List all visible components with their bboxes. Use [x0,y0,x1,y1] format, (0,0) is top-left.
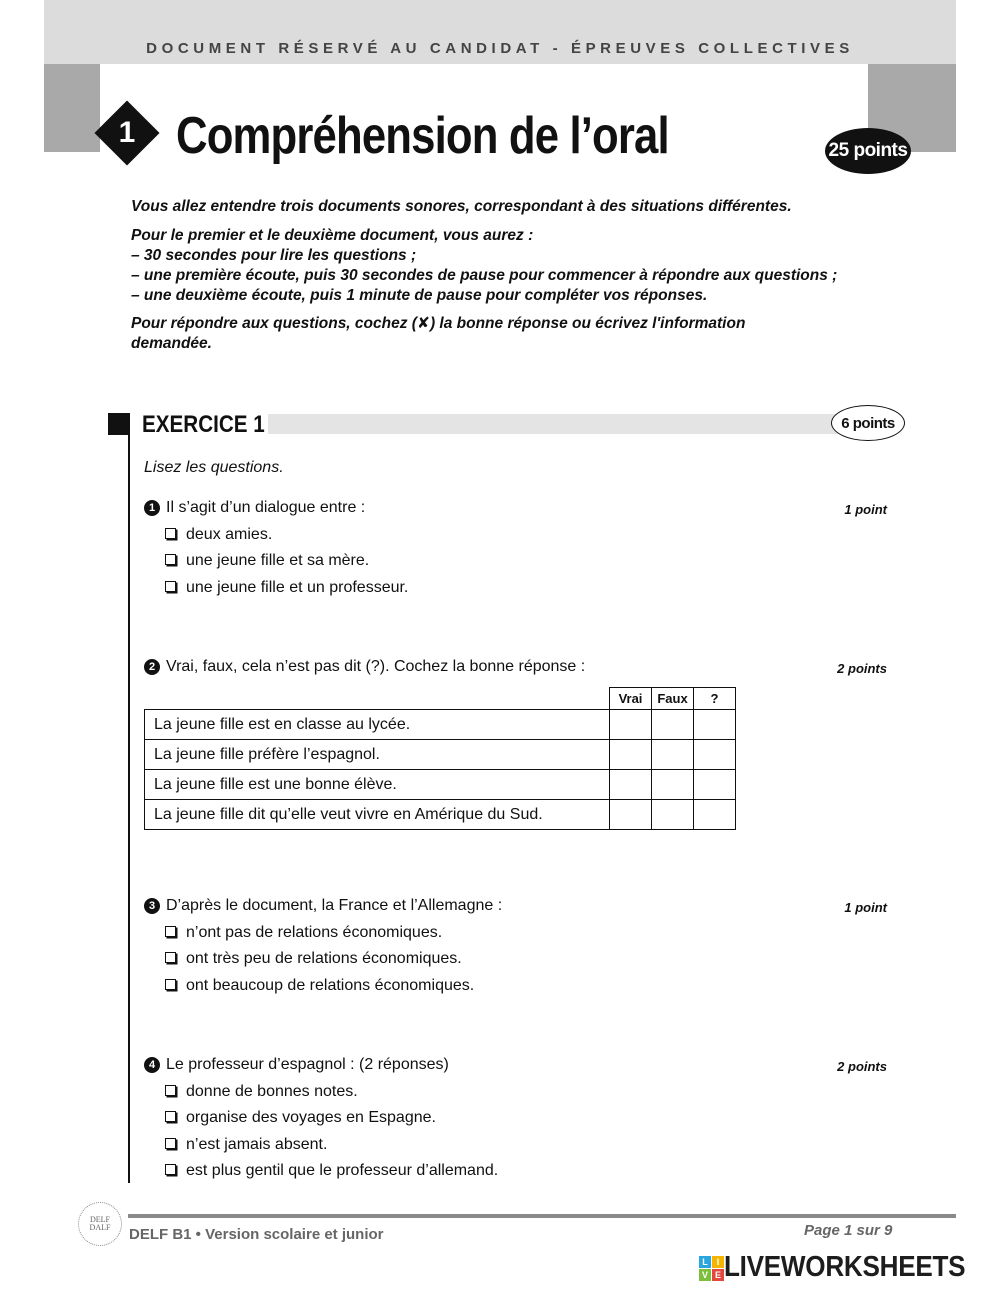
answer-cell-faux[interactable] [652,800,694,830]
option-label: est plus gentil que le professeur d’allemand. [186,1162,499,1179]
answer-option[interactable] [165,1136,327,1154]
answer-cell-unknown[interactable] [694,770,736,800]
table-row [145,710,736,740]
column-header-vrai: Vrai [610,688,652,710]
page-title: Compréhension de l’oral [176,107,669,165]
cross-mark-icon: ✘ [416,315,430,332]
liveworksheets-brand: LIVEWORKSHEETS [724,1251,966,1283]
table-row [145,770,736,800]
intro-line: Pour le premier et le deuxième document, vous aurez : [131,227,534,244]
option-label: n’est jamais absent. [186,1136,328,1153]
answer-option[interactable] [165,552,369,570]
exercise-instruction: Lisez les questions. [144,459,284,476]
exercise-header-bar [268,414,840,434]
header-side-block-left [44,64,100,152]
answer-cell-unknown[interactable] [694,740,736,770]
total-points-badge: 25 points [825,128,911,174]
answer-cell-unknown[interactable] [694,710,736,740]
logo-text: DALF [89,1223,111,1232]
statement-cell: La jeune fille est en classe au lycée. [145,710,610,740]
logo-text: DELF [90,1215,110,1224]
answer-cell-vrai[interactable] [610,710,652,740]
statement-cell: La jeune fille préfère l’espagnol. [145,740,610,770]
checkbox-icon[interactable] [165,979,176,990]
column-header-unknown: ? [694,688,736,710]
question-points: 1 point [844,900,887,915]
question-points: 2 points [837,1059,887,1074]
column-header-faux: Faux [652,688,694,710]
question-number-icon: 1 [144,500,160,516]
question-4 [144,1056,449,1074]
question-2 [144,658,585,676]
intro-line: – une deuxième écoute, puis 1 minute de pause pour compléter vos réponses. [131,287,708,304]
header-band-title: DOCUMENT RÉSERVÉ AU CANDIDAT - ÉPREUVES COLLECTIVES [146,40,854,57]
question-text: Il s’agit d’un dialogue entre : [166,499,366,516]
checkbox-icon[interactable] [165,926,176,937]
logo-letter: E [712,1269,724,1281]
answer-option[interactable] [165,950,462,968]
table-header-spacer [145,688,610,710]
question-1 [144,499,365,517]
option-label: ont beaucoup de relations économiques. [186,977,475,994]
answer-cell-vrai[interactable] [610,740,652,770]
statement-cell: La jeune fille est une bonne élève. [145,770,610,800]
question-text: Le professeur d’espagnol : (2 réponses) [166,1056,449,1073]
answer-option[interactable] [165,1083,358,1101]
intro-text: Pour répondre aux questions, cochez ( [131,315,417,332]
checkbox-icon[interactable] [165,528,176,539]
section-number: 1 [118,116,136,149]
option-label: deux amies. [186,526,273,543]
intro-line: Vous allez entendre trois documents sonores, correspondant à des situations différentes. [131,198,792,215]
logo-letter: V [699,1269,711,1281]
checkbox-icon[interactable] [165,1085,176,1096]
checkbox-icon[interactable] [165,1111,176,1122]
table-header-row [145,688,736,710]
answer-cell-vrai[interactable] [610,770,652,800]
intro-line: – 30 secondes pour lire les questions ; [131,247,417,264]
option-label: n’ont pas de relations économiques. [186,924,443,941]
answer-cell-vrai[interactable] [610,800,652,830]
answer-option[interactable] [165,977,474,995]
intro-line [131,314,891,334]
question-number-icon: 3 [144,898,160,914]
answer-option[interactable] [165,526,272,544]
footer-page-number: Page 1 sur 9 [804,1222,893,1239]
option-label: donne de bonnes notes. [186,1083,358,1100]
delf-dalf-logo-icon [78,1202,122,1246]
option-label: une jeune fille et un professeur. [186,579,409,596]
checkbox-icon[interactable] [165,554,176,565]
intro-paragraph-1 [131,197,891,217]
checkbox-icon[interactable] [165,581,176,592]
logo-letter: I [712,1256,724,1268]
question-number-icon: 2 [144,659,160,675]
true-false-table [144,687,736,830]
intro-line: – une première écoute, puis 30 secondes de pause pour commencer à répondre aux questions ; [131,267,838,284]
checkbox-icon[interactable] [165,952,176,963]
footer-exam-label: DELF B1 • Version scolaire et junior [129,1226,384,1243]
footer-rule [128,1214,956,1218]
option-label: une jeune fille et sa mère. [186,552,370,569]
intro-paragraph-3 [131,314,891,354]
checkbox-icon[interactable] [165,1164,176,1175]
answer-cell-unknown[interactable] [694,800,736,830]
exercise-marker-icon [108,413,130,435]
intro-text: ) la bonne réponse ou écrivez l'information [429,315,746,332]
logo-letter: L [699,1256,711,1268]
question-number-icon: 4 [144,1057,160,1073]
question-3 [144,897,502,915]
intro-line: demandée. [131,335,212,352]
checkbox-icon[interactable] [165,1138,176,1149]
answer-option[interactable] [165,1162,498,1180]
answer-option[interactable] [165,1109,436,1127]
question-points: 2 points [837,661,887,676]
exercise-points-badge: 6 points [831,405,905,441]
table-row [145,740,736,770]
option-label: ont très peu de relations économiques. [186,950,462,967]
answer-option[interactable] [165,924,442,942]
exercise-title: EXERCICE 1 [142,411,265,438]
exercise-left-rule [128,435,130,1183]
answer-cell-faux[interactable] [652,770,694,800]
intro-paragraph-2 [131,226,891,306]
answer-cell-faux[interactable] [652,740,694,770]
answer-option[interactable] [165,579,408,597]
option-label: organise des voyages en Espagne. [186,1109,436,1126]
question-text: Vrai, faux, cela n’est pas dit (?). Cochez la bonne réponse : [166,658,586,675]
liveworksheets-logo-icon [699,1256,724,1281]
question-text: D’après le document, la France et l’Allemagne : [166,897,503,914]
statement-cell: La jeune fille dit qu’elle veut vivre en Amérique du Sud. [145,800,610,830]
question-points: 1 point [844,502,887,517]
answer-cell-faux[interactable] [652,710,694,740]
table-row [145,800,736,830]
